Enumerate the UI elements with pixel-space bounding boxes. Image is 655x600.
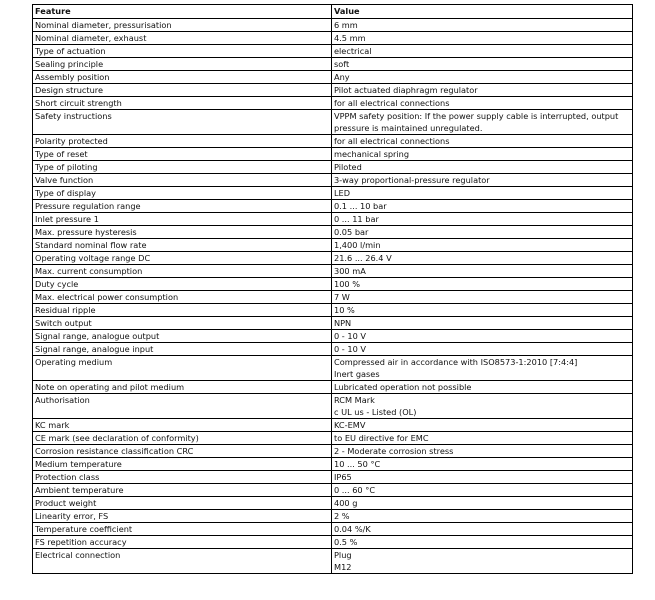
value-cell (332, 471, 633, 484)
feature-cell: Duty cycle (33, 278, 332, 291)
table-row (33, 161, 633, 174)
table-body (33, 19, 633, 574)
feature-cell: CE mark (see declaration of conformity) (33, 432, 332, 445)
feature-cell: KC mark (33, 419, 332, 432)
value-line: for all electrical connections (334, 98, 450, 108)
table-row (33, 32, 633, 45)
value-line: IP65 (334, 472, 352, 482)
feature-cell: Design structure (33, 84, 332, 97)
spec-table (32, 4, 633, 574)
feature-cell: FS repetition accuracy (33, 536, 332, 549)
value-line: Pilot actuated diaphragm regulator (334, 85, 478, 95)
value-line: 0 - 10 V (334, 331, 366, 341)
header-value: Value (332, 5, 633, 19)
table-row (33, 330, 633, 343)
value-line: 300 mA (334, 266, 366, 276)
value-cell (332, 343, 633, 356)
table-row (33, 432, 633, 445)
value-cell (332, 84, 633, 97)
value-cell (332, 45, 633, 58)
value-cell (332, 135, 633, 148)
feature-cell: Switch output (33, 317, 332, 330)
feature-cell: Nominal diameter, pressurisation (33, 19, 332, 32)
table-row (33, 458, 633, 471)
table-row (33, 549, 633, 574)
table-row (33, 419, 633, 432)
feature-cell: Type of piloting (33, 161, 332, 174)
table-row (33, 291, 633, 304)
value-line: 0 ... 11 bar (334, 214, 379, 224)
feature-cell: Sealing principle (33, 58, 332, 71)
value-cell (332, 497, 633, 510)
value-cell (332, 200, 633, 213)
feature-cell: Safety instructions (33, 110, 332, 135)
feature-cell: Max. electrical power consumption (33, 291, 332, 304)
table-row (33, 174, 633, 187)
value-cell (332, 394, 633, 419)
feature-cell: Note on operating and pilot medium (33, 381, 332, 394)
feature-cell: Product weight (33, 497, 332, 510)
table-row (33, 265, 633, 278)
feature-cell: Corrosion resistance classification CRC (33, 445, 332, 458)
feature-cell: Operating medium (33, 356, 332, 381)
value-line: 3-way proportional-pressure regulator (334, 175, 490, 185)
table-row (33, 317, 633, 330)
feature-cell: Electrical connection (33, 549, 332, 574)
value-line: NPN (334, 318, 352, 328)
header-row (33, 5, 633, 19)
table-row (33, 510, 633, 523)
value-line: 10 % (334, 305, 355, 315)
table-row (33, 278, 633, 291)
table-row (33, 381, 633, 394)
value-line: 2 - Moderate corrosion stress (334, 446, 454, 456)
table-row (33, 484, 633, 497)
value-cell (332, 213, 633, 226)
value-cell (332, 484, 633, 497)
value-cell (332, 265, 633, 278)
table-row (33, 536, 633, 549)
value-cell (332, 356, 633, 381)
table-row (33, 135, 633, 148)
feature-cell: Valve function (33, 174, 332, 187)
value-cell (332, 419, 633, 432)
value-cell (332, 252, 633, 265)
table-row (33, 71, 633, 84)
header-feature: Feature (33, 5, 332, 19)
table-row (33, 252, 633, 265)
table-row (33, 226, 633, 239)
value-line: 10 ... 50 °C (334, 459, 381, 469)
value-line: Compressed air in accordance with ISO8573-1:2010 [7:4:4] (334, 357, 578, 367)
table-row (33, 239, 633, 252)
feature-cell: Nominal diameter, exhaust (33, 32, 332, 45)
value-cell (332, 148, 633, 161)
value-line: VPPM safety position: If the power supply cable is interrupted, output pressure is maintained unregulated. (334, 111, 619, 133)
table-row (33, 148, 633, 161)
value-line: 4.5 mm (334, 33, 366, 43)
feature-cell: Authorisation (33, 394, 332, 419)
feature-cell: Medium temperature (33, 458, 332, 471)
value-cell (332, 432, 633, 445)
value-cell (332, 19, 633, 32)
value-cell (332, 445, 633, 458)
value-line: to EU directive for EMC (334, 433, 429, 443)
feature-cell: Operating voltage range DC (33, 252, 332, 265)
table-row (33, 445, 633, 458)
table-row (33, 356, 633, 381)
table-row (33, 19, 633, 32)
feature-cell: Linearity error, FS (33, 510, 332, 523)
table-row (33, 523, 633, 536)
value-line: 0.5 % (334, 537, 358, 547)
feature-cell: Type of display (33, 187, 332, 200)
value-line: 0.04 %/K (334, 524, 371, 534)
value-cell (332, 161, 633, 174)
value-line: Any (334, 72, 350, 82)
value-cell (332, 187, 633, 200)
feature-cell: Type of reset (33, 148, 332, 161)
value-line: soft (334, 59, 350, 69)
table-row (33, 394, 633, 419)
value-cell (332, 174, 633, 187)
value-line: Piloted (334, 162, 362, 172)
table-row (33, 45, 633, 58)
feature-cell: Polarity protected (33, 135, 332, 148)
table-row (33, 84, 633, 97)
value-line: 21.6 ... 26.4 V (334, 253, 392, 263)
value-line: KC-EMV (334, 420, 366, 430)
table-row (33, 497, 633, 510)
table-row (33, 343, 633, 356)
value-cell (332, 278, 633, 291)
value-line: Inert gases (334, 369, 380, 379)
table-row (33, 213, 633, 226)
value-line: 0 - 10 V (334, 344, 366, 354)
feature-cell: Max. pressure hysteresis (33, 226, 332, 239)
value-cell (332, 291, 633, 304)
value-line: Plug (334, 550, 352, 560)
value-line: for all electrical connections (334, 136, 450, 146)
value-line: 0.05 bar (334, 227, 369, 237)
value-line: mechanical spring (334, 149, 410, 159)
table-row (33, 304, 633, 317)
value-cell (332, 317, 633, 330)
value-cell (332, 71, 633, 84)
value-cell (332, 32, 633, 45)
value-cell (332, 58, 633, 71)
feature-cell: Ambient temperature (33, 484, 332, 497)
value-line: 2 % (334, 511, 350, 521)
value-cell (332, 523, 633, 536)
feature-cell: Standard nominal flow rate (33, 239, 332, 252)
value-line: 1,400 l/min (334, 240, 381, 250)
value-line: LED (334, 188, 351, 198)
table-row (33, 110, 633, 135)
table-row (33, 200, 633, 213)
value-cell (332, 458, 633, 471)
feature-cell: Signal range, analogue output (33, 330, 332, 343)
value-cell (332, 226, 633, 239)
value-cell (332, 110, 633, 135)
value-line: electrical (334, 46, 372, 56)
value-line: RCM Mark (334, 395, 375, 405)
value-line: 6 mm (334, 20, 358, 30)
feature-cell: Pressure regulation range (33, 200, 332, 213)
value-line: M12 (334, 562, 352, 572)
value-line: 400 g (334, 498, 358, 508)
feature-cell: Signal range, analogue input (33, 343, 332, 356)
table-row (33, 471, 633, 484)
feature-cell: Max. current consumption (33, 265, 332, 278)
value-cell (332, 549, 633, 574)
table-row (33, 97, 633, 110)
value-cell (332, 536, 633, 549)
value-cell (332, 381, 633, 394)
value-cell (332, 330, 633, 343)
value-line: 0 ... 60 °C (334, 485, 376, 495)
value-line: Lubricated operation not possible (334, 382, 472, 392)
feature-cell: Type of actuation (33, 45, 332, 58)
feature-cell: Inlet pressure 1 (33, 213, 332, 226)
value-cell (332, 97, 633, 110)
table-row (33, 58, 633, 71)
value-line: 100 % (334, 279, 361, 289)
feature-cell: Short circuit strength (33, 97, 332, 110)
value-cell (332, 304, 633, 317)
feature-cell: Protection class (33, 471, 332, 484)
value-cell (332, 510, 633, 523)
table-row (33, 187, 633, 200)
value-line: c UL us - Listed (OL) (334, 407, 417, 417)
feature-cell: Temperature coefficient (33, 523, 332, 536)
value-line: 7 W (334, 292, 350, 302)
value-line: 0.1 ... 10 bar (334, 201, 387, 211)
feature-cell: Assembly position (33, 71, 332, 84)
value-cell (332, 239, 633, 252)
feature-cell: Residual ripple (33, 304, 332, 317)
